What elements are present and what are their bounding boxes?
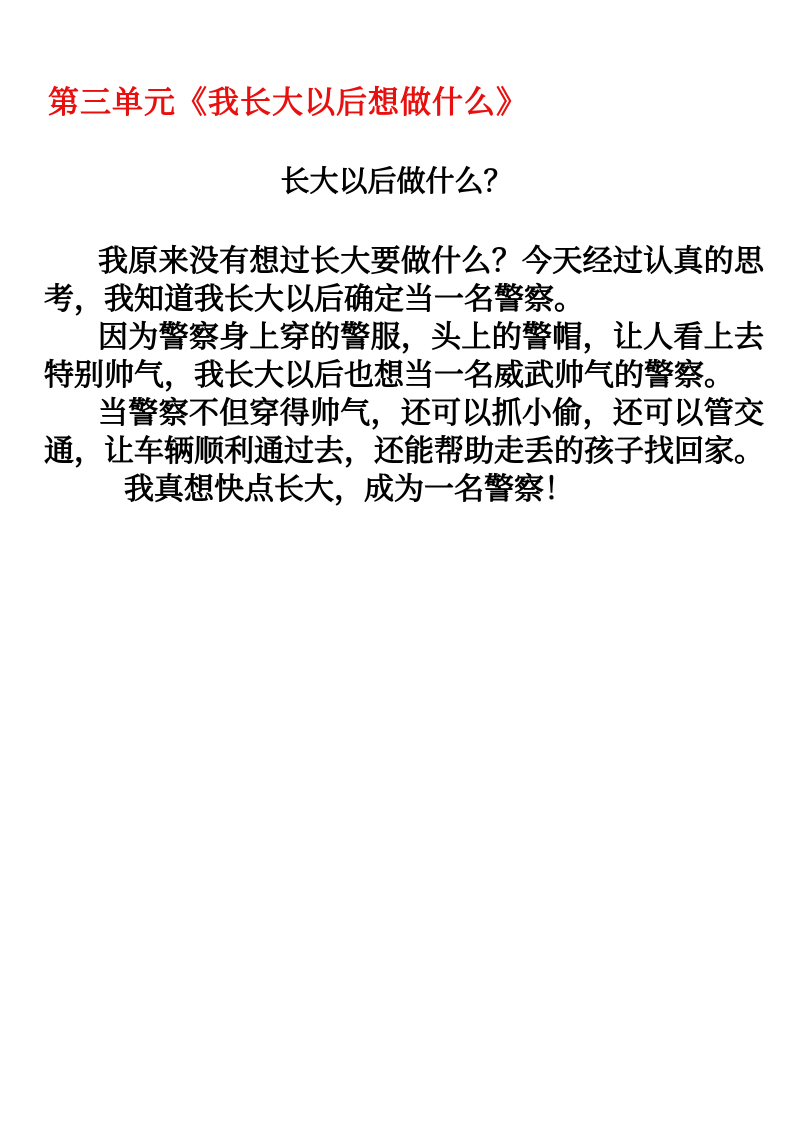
unit-heading: 第三单元《我长大以后想做什么》	[48, 85, 528, 120]
essay-body	[44, 243, 764, 509]
essay-title: 长大以后做什么？	[280, 166, 513, 198]
essay-closing-line: 我真想快点长大，成为一名警察！	[124, 473, 574, 506]
essay-paragraph: 当警察不但穿得帅气，还可以抓小偷，还可以管交通，让车辆顺利通过去，还能帮助走丢的孩子找回家。	[44, 397, 764, 468]
essay-paragraph: 因为警察身上穿的警服，头上的警帽，让人看上去特别帅气，我长大以后也想当一名威武帅气的警察。	[44, 321, 764, 392]
essay-paragraph: 我原来没有想过长大要做什么？今天经过认真的思考，我知道我长大以后确定当一名警察。	[44, 245, 764, 316]
